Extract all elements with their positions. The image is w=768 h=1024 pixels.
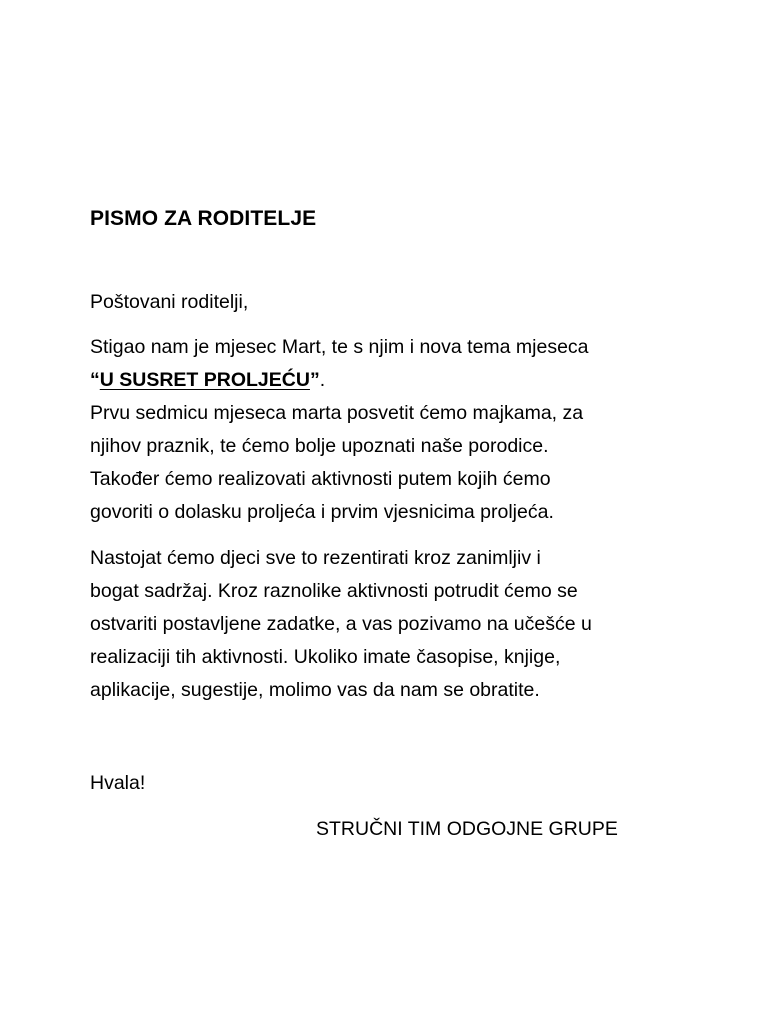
greeting: Poštovani roditelji, [90, 291, 249, 313]
paragraph-1-line-6: govoriti o dolasku proljeća i prvim vjesnicima proljeća. [90, 501, 554, 523]
theme-close-quote: ” [309, 369, 320, 391]
closing-thanks: Hvala! [90, 772, 146, 794]
paragraph-2-line-4: realizaciji tih aktivnosti. Ukoliko imate časopise, knjige, [90, 646, 561, 668]
paragraph-2-line-1: Nastojat ćemo djeci sve to rezentirati kroz zanimljiv i [90, 547, 541, 569]
paragraph-2-line-5: aplikacije, sugestije, molimo vas da nam se obratite. [90, 679, 540, 701]
signature: STRUČNI TIM ODGOJNE GRUPE [316, 818, 618, 840]
letter-title: PISMO ZA RODITELJE [90, 207, 317, 230]
paragraph-1-line-3: Prvu sedmicu mjeseca marta posvetit ćemo majkama, za [90, 402, 584, 424]
month-theme-line [90, 364, 690, 397]
theme-open-quote: “ [90, 369, 100, 391]
paragraph-2-line-2: bogat sadržaj. Kroz raznolike aktivnosti potrudit ćemo se [90, 580, 578, 602]
month-theme [90, 369, 320, 391]
paragraph-1-line-5: Također ćemo realizovati aktivnosti putem kojih ćemo [90, 468, 551, 490]
theme-period: . [319, 369, 326, 391]
theme-name: U SUSRET PROLJEĆU [99, 369, 310, 391]
paragraph-1-line-4: njihov praznik, te ćemo bolje upoznati naše porodice. [90, 435, 549, 457]
paragraph-2-line-3: ostvariti postavljene zadatke, a vas pozivamo na učešće u [90, 613, 592, 635]
paragraph-2 [90, 542, 690, 707]
paragraph-1-line-1: Stigao nam je mjesec Mart, te s njim i nova tema mjeseca [90, 336, 589, 358]
paragraph-1 [90, 331, 690, 529]
